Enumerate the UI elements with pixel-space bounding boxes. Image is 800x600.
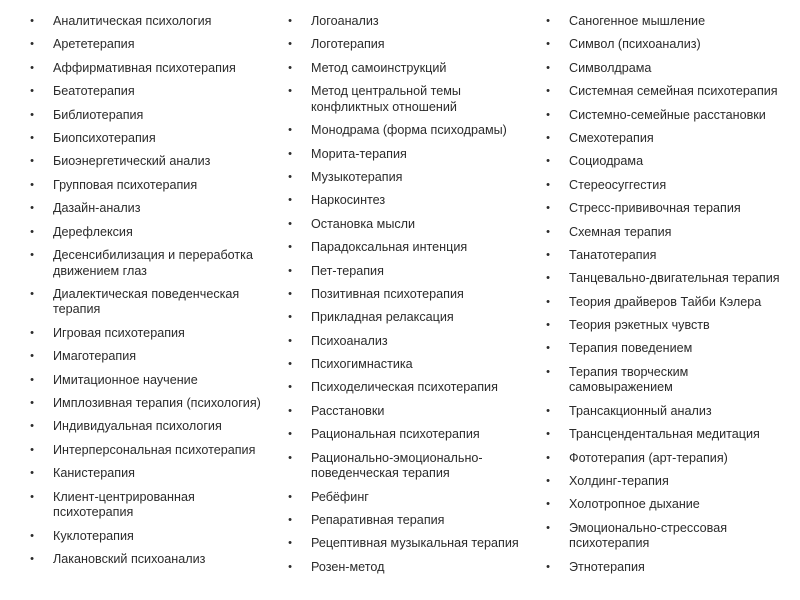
list-item xyxy=(30,325,271,342)
list-item xyxy=(546,520,795,552)
list-item-text: Холотропное дыхание xyxy=(569,497,700,512)
bullet-icon: • xyxy=(30,202,34,215)
bullet-icon: • xyxy=(546,38,550,51)
list-item-text: Розен-метод xyxy=(311,559,385,574)
list-item-text: Танатотерапия xyxy=(569,247,657,262)
bullet-icon: • xyxy=(30,131,34,144)
list-item xyxy=(288,37,529,53)
list-item xyxy=(30,442,271,459)
list-item-text: Аналитическая психология xyxy=(53,14,212,28)
bullet-icon: • xyxy=(288,264,292,277)
list-item xyxy=(288,146,529,163)
list-item-text: Остановка мысли xyxy=(311,216,416,231)
list-item-text: Морита-терапия xyxy=(311,146,407,161)
bullet-icon: • xyxy=(30,61,34,74)
bullet-icon: • xyxy=(546,155,550,168)
list-item xyxy=(546,364,795,396)
bullet-icon: • xyxy=(546,319,550,332)
list-item-text: Игровая психотерапия xyxy=(53,325,185,340)
bullet-icon: • xyxy=(546,342,550,355)
list-item xyxy=(288,60,529,77)
list-item-text: Холдинг-терапия xyxy=(569,474,669,489)
list-item xyxy=(288,310,529,326)
bullet-icon: • xyxy=(30,397,34,410)
list-item-text: Клиент-центрированная психотерапия xyxy=(53,489,195,520)
list-item xyxy=(288,513,529,529)
list-item xyxy=(288,123,529,139)
list-item xyxy=(546,60,795,77)
list-item-text: Беатотерапия xyxy=(53,84,135,99)
list-item-text: Наркосинтез xyxy=(311,193,386,208)
list-item xyxy=(30,154,271,170)
bullet-icon: • xyxy=(546,295,550,308)
list-item-text: Библиотерапия xyxy=(53,107,144,122)
list-item-text: Системно-семейные расстановки xyxy=(569,107,766,122)
list-item xyxy=(546,130,795,147)
bullet-icon: • xyxy=(30,443,34,456)
bullet-icon: • xyxy=(546,202,550,215)
bullet-icon: • xyxy=(288,61,292,74)
bullet-icon: • xyxy=(546,521,550,534)
list-item-text: Десенсибилизация и переработка движением глаз xyxy=(53,247,253,278)
list-item-text: Музыкотерапия xyxy=(311,169,403,184)
list-item-text: Интерперсональная психотерапия xyxy=(53,442,256,457)
list-item-text: Теория рэкетных чувств xyxy=(569,318,710,333)
list-item xyxy=(546,497,795,513)
list-item xyxy=(30,349,271,365)
bullet-icon: • xyxy=(30,225,34,238)
bullet-icon: • xyxy=(546,428,550,441)
bullet-icon: • xyxy=(288,404,292,417)
list-item xyxy=(30,177,271,194)
bullet-icon: • xyxy=(30,373,34,386)
bullet-icon: • xyxy=(546,560,550,573)
list-item-text: Канистерапия xyxy=(53,466,135,481)
list-item xyxy=(30,466,271,482)
bullet-icon: • xyxy=(288,38,292,51)
list-item xyxy=(546,224,795,241)
list-item xyxy=(546,474,795,490)
list-item xyxy=(546,14,795,30)
bullet-icon: • xyxy=(30,85,34,98)
list-item xyxy=(30,372,271,389)
list-item xyxy=(546,318,795,334)
bullet-icon: • xyxy=(546,365,550,378)
bullet-icon: • xyxy=(546,272,550,285)
list-item xyxy=(30,489,271,521)
list-item xyxy=(546,107,795,124)
bullet-icon: • xyxy=(288,514,292,526)
bullet-icon: • xyxy=(288,428,292,441)
list-item-text: Расстановки xyxy=(311,403,385,418)
list-item-text: Дерефлексия xyxy=(53,224,133,239)
bullet-icon: • xyxy=(288,15,292,27)
bullet-icon: • xyxy=(30,108,34,121)
list-item-text: Прикладная релаксация xyxy=(311,310,454,325)
bullet-icon: • xyxy=(30,467,34,480)
bullet-icon: • xyxy=(288,287,292,300)
list-item xyxy=(546,559,795,576)
list-item-text: Лакановский психоанализ xyxy=(53,551,206,566)
list-item xyxy=(288,84,529,115)
list-item-text: Дазайн-анализ xyxy=(53,201,141,216)
list-item-text: Имитационное научение xyxy=(53,372,198,387)
list-item xyxy=(546,37,795,53)
list-item xyxy=(546,403,795,420)
bullet-icon: • xyxy=(546,225,550,238)
list-item-text: Терапия творческим самовыражением xyxy=(569,364,689,395)
list-item-text: Эмоционально-стрессовая психотерапия xyxy=(569,520,728,551)
bullet-icon: • xyxy=(30,287,34,300)
list-item-text: Индивидуальная психология xyxy=(53,419,222,434)
list-item-text: Имаготерапия xyxy=(53,349,137,364)
list-item-text: Смехотерапия xyxy=(569,130,654,145)
list-item xyxy=(30,14,271,30)
list-item xyxy=(30,247,271,279)
list-item-text: Логотерапия xyxy=(311,37,385,52)
bullet-icon: • xyxy=(30,155,34,168)
bullet-icon: • xyxy=(546,85,550,98)
bullet-icon: • xyxy=(546,108,550,121)
bullet-icon: • xyxy=(30,248,34,261)
list-item-text: Метод самоинструкций xyxy=(311,60,447,75)
bullet-icon: • xyxy=(30,490,34,503)
list-item xyxy=(30,60,271,77)
list-item-text: Куклотерапия xyxy=(53,528,134,543)
list-column-1 xyxy=(30,14,271,575)
list-item-text: Диалектическая поведенческая терапия xyxy=(53,286,240,317)
bullet-icon: • xyxy=(288,358,292,371)
bullet-icon: • xyxy=(30,420,34,433)
list-item-text: Стресс-прививочная терапия xyxy=(569,201,741,216)
list-item-text: Трансцендентальная медитация xyxy=(569,427,760,442)
list-item-text: Системная семейная психотерапия xyxy=(569,84,778,99)
bullet-icon: • xyxy=(288,490,292,503)
list-item-text: Схемная терапия xyxy=(569,224,672,239)
bullet-icon: • xyxy=(546,178,550,191)
list-item-text: Психогимнастика xyxy=(311,357,413,372)
list-item-text: Терапия поведением xyxy=(569,341,693,356)
list-item-text: Ребёфинг xyxy=(311,489,369,504)
bullet-icon: • xyxy=(546,248,550,261)
bullet-icon: • xyxy=(288,381,292,394)
bullet-icon: • xyxy=(288,124,292,137)
list-item-text: Монодрама (форма психодрамы) xyxy=(311,123,507,138)
list-item-text: Групповая психотерапия xyxy=(53,177,198,192)
list-item-text: Танцевально-двигательная терапия xyxy=(569,271,780,286)
list-item-text: Рецептивная музыкальная терапия xyxy=(311,536,519,551)
list-item xyxy=(546,177,795,194)
list-item-text: Парадоксальная интенция xyxy=(311,240,468,255)
bullet-icon: • xyxy=(288,241,292,254)
bullet-icon: • xyxy=(288,537,292,550)
list-item xyxy=(288,216,529,233)
list-column-3 xyxy=(546,14,795,583)
list-item-text: Аффирмативная психотерапия xyxy=(53,60,236,75)
list-item xyxy=(288,14,529,30)
bullet-icon: • xyxy=(288,560,292,573)
list-item xyxy=(546,450,795,467)
list-item-text: Имплозивная терапия (психология) xyxy=(53,396,261,411)
list-item xyxy=(288,357,529,373)
list-item xyxy=(30,201,271,217)
bullet-icon: • xyxy=(288,311,292,324)
list-item-text: Репаративная терапия xyxy=(311,513,445,527)
list-item xyxy=(288,380,529,396)
bullet-icon: • xyxy=(288,85,292,98)
bullet-icon: • xyxy=(288,170,292,183)
list-item-text: Рационально-эмоционально-поведенческая терапия xyxy=(311,450,483,481)
list-item xyxy=(288,169,529,186)
list-item-text: Стереосуггестия xyxy=(569,177,667,192)
list-item xyxy=(30,528,271,545)
bullet-icon: • xyxy=(288,194,292,207)
list-item-text: Рациональная психотерапия xyxy=(311,427,480,442)
bullet-icon: • xyxy=(546,498,550,511)
list-item xyxy=(288,193,529,209)
list-item-text: Психоанализ xyxy=(311,333,388,348)
list-item xyxy=(288,333,529,350)
bullet-icon: • xyxy=(546,475,550,488)
bullet-icon: • xyxy=(30,38,34,51)
list-column-2 xyxy=(288,14,529,583)
list-item xyxy=(30,419,271,435)
list-item xyxy=(30,286,271,318)
list-item-text: Биоэнергетический анализ xyxy=(53,154,211,169)
list-item xyxy=(546,427,795,443)
list-item-text: Символдрама xyxy=(569,60,652,75)
list-item xyxy=(546,271,795,287)
list-item xyxy=(546,154,795,170)
bullet-icon: • xyxy=(546,61,550,74)
bullet-icon: • xyxy=(30,326,34,339)
bullet-icon: • xyxy=(546,15,550,27)
list-item-text: Трансакционный анализ xyxy=(569,403,712,418)
list-item xyxy=(546,201,795,217)
list-item xyxy=(288,427,529,443)
list-item-text: Этнотерапия xyxy=(569,559,645,574)
list-item-text: Фототерапия (арт-терапия) xyxy=(569,450,728,465)
bullet-icon: • xyxy=(30,15,34,27)
list-item xyxy=(30,84,271,100)
bullet-icon: • xyxy=(30,350,34,363)
list-item-text: Биопсихотерапия xyxy=(53,130,156,145)
bullet-icon: • xyxy=(288,147,292,160)
list-item xyxy=(30,130,271,147)
list-item-text: Арететерапия xyxy=(53,37,135,52)
list-item-text: Логоанализ xyxy=(311,14,379,28)
list-item xyxy=(30,396,271,412)
list-item-text: Метод центральной темы конфликтных отношений xyxy=(311,84,461,114)
list-item xyxy=(546,294,795,311)
bullet-icon: • xyxy=(288,451,292,464)
list-item xyxy=(546,341,795,357)
bullet-icon: • xyxy=(30,529,34,542)
bullet-icon: • xyxy=(30,552,34,565)
bullet-icon: • xyxy=(30,178,34,191)
list-item xyxy=(288,536,529,552)
list-item xyxy=(288,286,529,303)
list-item-text: Социодрама xyxy=(569,154,644,169)
list-item xyxy=(30,551,271,568)
list-item xyxy=(546,247,795,264)
list-item-text: Психоделическая психотерапия xyxy=(311,380,498,395)
list-item xyxy=(288,263,529,280)
list-item xyxy=(288,403,529,420)
list-item-text: Пет-терапия xyxy=(311,263,384,278)
list-item-text: Позитивная психотерапия xyxy=(311,286,464,301)
list-item-text: Символ (психоанализ) xyxy=(569,37,701,52)
bullet-icon: • xyxy=(546,451,550,464)
bullet-icon: • xyxy=(546,131,550,144)
list-item xyxy=(30,37,271,53)
bullet-icon: • xyxy=(546,404,550,417)
bullet-icon: • xyxy=(288,217,292,230)
list-item xyxy=(30,224,271,241)
list-item-text: Саногенное мышление xyxy=(569,14,706,28)
bullet-icon: • xyxy=(288,334,292,347)
list-item-text: Теория драйверов Тайби Кэлера xyxy=(569,294,762,309)
list-item xyxy=(288,559,529,576)
list-item xyxy=(546,84,795,100)
list-item xyxy=(30,107,271,124)
list-item xyxy=(288,240,529,256)
list-item xyxy=(288,450,529,482)
list-item xyxy=(288,489,529,506)
